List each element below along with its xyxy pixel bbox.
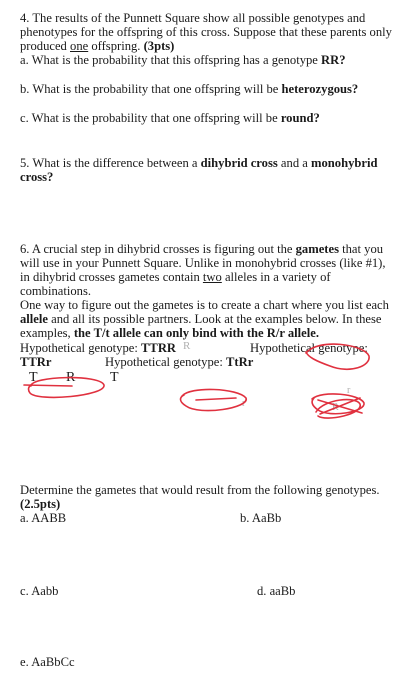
- q4-line-3-post: offspring.: [88, 39, 144, 53]
- example-3-label: Hypothetical genotype:: [250, 341, 368, 355]
- gametes-points: (2.5pts): [20, 497, 61, 511]
- q4b-bold: heterozygous?: [281, 82, 359, 96]
- q4-line-3-pre: produced: [20, 39, 71, 53]
- example-1-genotype: TTRR: [141, 341, 177, 355]
- example-2-label: [105, 355, 253, 369]
- q4-one-underlined: one: [70, 39, 89, 53]
- gamete-item-a: a. AABB: [20, 511, 67, 525]
- q4a-question: [20, 53, 346, 67]
- example-1-allele-r: R: [66, 370, 76, 385]
- q4b-text: b. What is the probability that one offspring will be: [20, 82, 282, 96]
- gamete-item-c: c. Aabb: [20, 584, 59, 598]
- q6-text-6: and all its possible partners. Look at the examples below. In these: [47, 312, 382, 326]
- q6-line-3: [20, 270, 331, 284]
- q4-line-3: [20, 39, 174, 53]
- q6-line-2: will use in your Punnett Square. Unlike in monohybrid crosses (like #1),: [20, 256, 386, 270]
- gamete-item-e: e. AaBbCc: [20, 655, 75, 669]
- q5-line-2: cross?: [20, 170, 54, 184]
- example-1-allele-t2: T: [110, 370, 119, 385]
- q5-dihybrid: dihybrid cross: [200, 156, 278, 170]
- example-3-genotype: TTRr: [20, 355, 52, 369]
- q4a-text: a. What is the probability that this offspring has a genotype: [20, 53, 322, 67]
- example-2-genotype: TtRr: [226, 355, 254, 369]
- q4c-text: c. What is the probability that one offspring will be: [20, 111, 281, 125]
- example-3-faint-r-upper: R: [332, 402, 339, 413]
- q5-line-1: [20, 156, 378, 170]
- example-3-cross-line-2: [320, 398, 360, 414]
- example-1-pair-line: [24, 385, 72, 386]
- q6-line-1: [20, 242, 383, 256]
- q4c-question: [20, 111, 320, 125]
- q5-monohybrid: monohybrid: [311, 156, 378, 170]
- q5-text-2: and a: [277, 156, 311, 170]
- q6-text-1: 6. A crucial step in dihybrid crosses is figuring out the: [20, 242, 296, 256]
- q4-line-2: phenotypes for the offspring of this cross. Suppose that these parents only: [20, 25, 392, 39]
- q4c-bold: round?: [280, 111, 320, 125]
- example-3-cross-line-1: [318, 400, 362, 413]
- q6-line-6: [20, 312, 382, 326]
- q6-allele: allele: [20, 312, 48, 326]
- example-1-prefix: Hypothetical genotype:: [20, 341, 142, 355]
- q6-text-3a: in dihybrid crosses gametes contain: [20, 270, 203, 284]
- example-1-label: [20, 341, 176, 355]
- example-2-pair-line: [196, 398, 236, 400]
- q6-line-7: [20, 326, 319, 340]
- gamete-item-b: b. AaBb: [240, 511, 282, 525]
- q6-text-7: examples,: [20, 326, 74, 340]
- q4a-bold: RR?: [321, 53, 346, 67]
- example-2-pair-ellipse: [181, 389, 247, 410]
- q4-line-1: 4. The results of the Punnett Square show all possible genotypes and: [20, 11, 366, 25]
- q6-line-4: combinations.: [20, 284, 92, 298]
- gamete-item-d: d. aaBb: [257, 584, 296, 598]
- q6-gametes: gametes: [295, 242, 339, 256]
- q6-two-underlined: two: [202, 270, 222, 284]
- example-2-prefix: Hypothetical genotype:: [105, 355, 227, 369]
- example-1-allele-t: T: [29, 370, 38, 385]
- q6-text-3b: alleles in a variety of: [221, 270, 331, 284]
- q4-points: (3pts): [143, 39, 175, 53]
- q6-text-1b: that you: [338, 242, 384, 256]
- example-2-faint-r-lower: r: [242, 398, 246, 409]
- q5-text-1: 5. What is the difference between a: [20, 156, 201, 170]
- gametes-intro: Determine the gametes that would result from the following genotypes.: [20, 483, 380, 497]
- q6-line-5: One way to figure out the gametes is to create a chart where you list each: [20, 298, 389, 312]
- q6-binding-rule: the T/t allele can only bind with the R/r allele.: [73, 326, 319, 340]
- q4b-question: [20, 82, 358, 96]
- example-2-faint-r-upper: R: [183, 340, 191, 352]
- example-3-faint-r: r: [347, 385, 351, 396]
